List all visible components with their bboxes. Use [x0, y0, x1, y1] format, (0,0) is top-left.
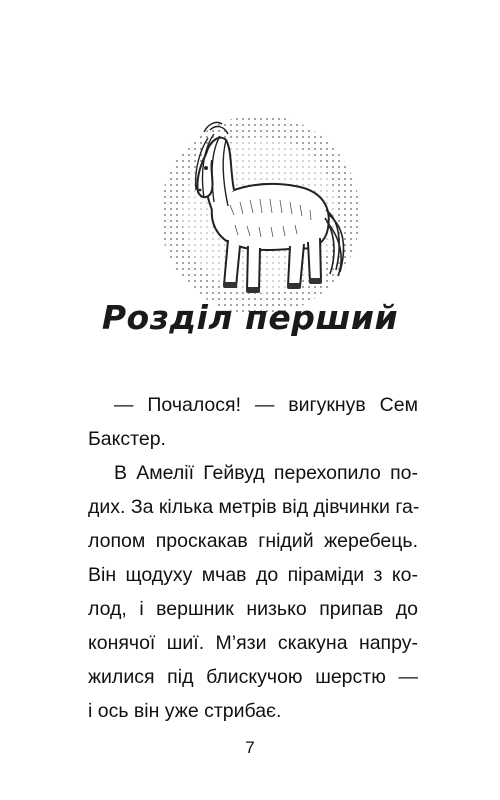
text-line: дих. За кілька метрів від дівчинки га-: [88, 496, 420, 518]
text-line: і ось він уже стрибає.: [88, 700, 282, 722]
text-line: Бакстер.: [88, 428, 166, 450]
pony-icon: [150, 110, 370, 315]
text-line: лод, і вершник низько припав до: [88, 598, 418, 620]
text-line: конячої шиї. М’язи скакуна напру-: [88, 632, 418, 654]
chapter-title: Розділ перший: [101, 298, 399, 337]
body-text: [88, 388, 418, 728]
text-line: Він щодуху мчав до піраміди з ко-: [88, 564, 418, 586]
pony-illustration: [150, 110, 370, 315]
text-line: жилися під блискучою шерстю —: [88, 666, 418, 688]
text-line: В Амелії Гейвуд перехопило по-: [114, 462, 418, 484]
text-line: лопом проскакав гнідий жеребець.: [88, 530, 418, 552]
page-number: 7: [245, 738, 255, 757]
text-line: — Почалося! — вигукнув Сем: [114, 394, 418, 416]
